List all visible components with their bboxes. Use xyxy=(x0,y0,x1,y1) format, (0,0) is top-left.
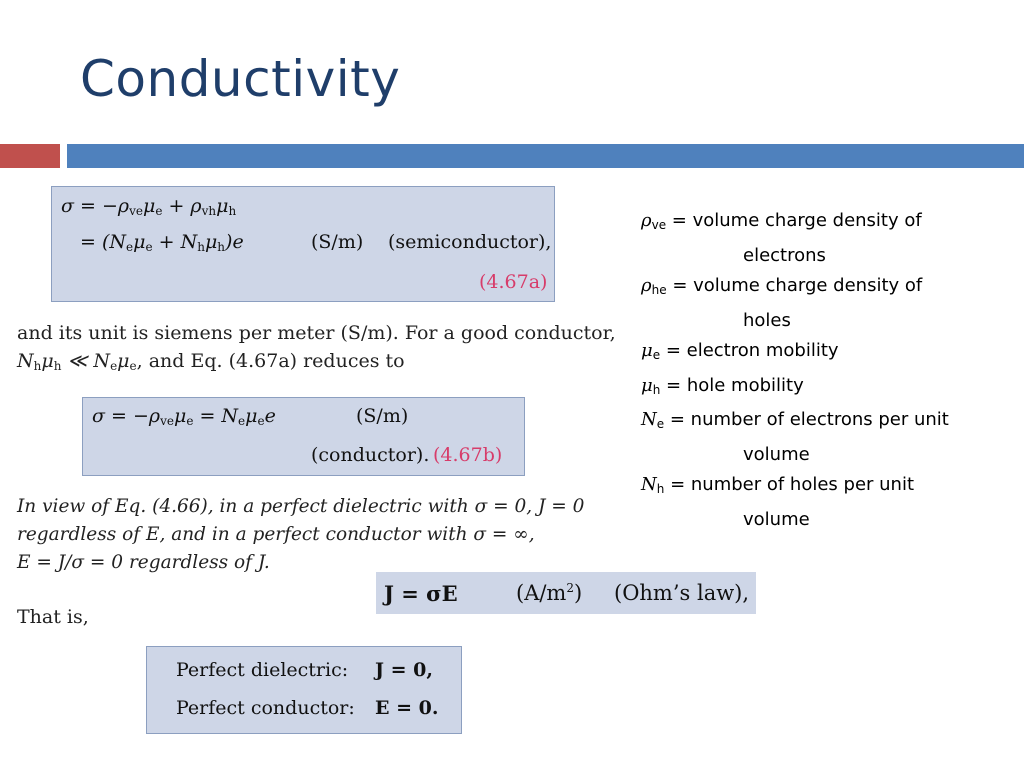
ohms-law-label: (Ohm’s law), xyxy=(614,581,750,605)
definition-rho-ve: $\rho_{ve}$ = volume charge density of electrons xyxy=(641,210,922,266)
perfect-conductor-value: E = 0. xyxy=(375,697,439,719)
slide-title: Conductivity xyxy=(80,50,401,108)
paragraph-line-2: $N_h\mu_h$ ≪ $N_e\mu_e$, and Eq. (4.67a) reduces to xyxy=(17,350,405,373)
paragraph-line-1: and its unit is siemens per meter (S/m). For a good conductor, xyxy=(17,322,616,344)
perfect-conductor-label: Perfect conductor: xyxy=(176,697,355,719)
eq-467a-note: (semiconductor), xyxy=(388,231,552,253)
definition-n-e: $N_e$ = number of electrons per unit volume xyxy=(641,409,949,465)
red-paragraph-line-3: E = J/σ = 0 regardless of J. xyxy=(17,552,270,573)
equation-box-467a xyxy=(51,186,555,302)
definition-rho-he: $\rho_{he}$ = volume charge density of holes xyxy=(641,275,923,331)
red-paragraph-line-1: In view of Eq. (4.66), in a perfect dielectric with σ = 0, J = 0 xyxy=(17,496,585,517)
eq-467a-number: (4.67a) xyxy=(479,271,548,293)
ohms-law-box xyxy=(376,572,756,614)
equation-box-467b xyxy=(82,397,525,476)
eq-467b-note: (conductor). xyxy=(311,444,430,466)
eq-467a-unit: (S/m) xyxy=(311,231,364,253)
perfect-dielectric-value: J = 0, xyxy=(375,659,433,681)
header-accent-red xyxy=(0,144,60,168)
eq-467a-line1: $\sigma = -\rho_{ve}\mu_e + \rho_{vh}\mu_h$ xyxy=(61,195,237,218)
eq-467b-unit: (S/m) xyxy=(356,405,409,427)
definition-n-h: $N_h$ = number of holes per unit volume xyxy=(641,474,915,530)
ohms-law-unit: $(A/m^2)$ xyxy=(516,581,583,605)
definition-mu-h: $\mu_h$ = hole mobility xyxy=(641,374,804,397)
eq-467b-number: (4.67b) xyxy=(433,444,503,466)
perfect-materials-box xyxy=(146,646,462,734)
red-paragraph-line-2: regardless of E, and in a perfect conductor with σ = ∞, xyxy=(17,524,535,545)
ohms-law-lhs: J = σE xyxy=(384,581,458,606)
eq-467b-line1: $\sigma = -\rho_{ve}\mu_e = N_e\mu_ee$ xyxy=(92,405,276,428)
that-is-text: That is, xyxy=(17,606,89,628)
symbol-definitions xyxy=(641,206,1011,535)
definition-mu-e: $\mu_e$ = electron mobility xyxy=(641,340,839,362)
eq-467a-line2: = $(N_e\mu_e + N_h\mu_h)e$ xyxy=(80,231,244,254)
perfect-dielectric-label: Perfect dielectric: xyxy=(176,659,349,681)
header-accent-blue xyxy=(67,144,1024,168)
